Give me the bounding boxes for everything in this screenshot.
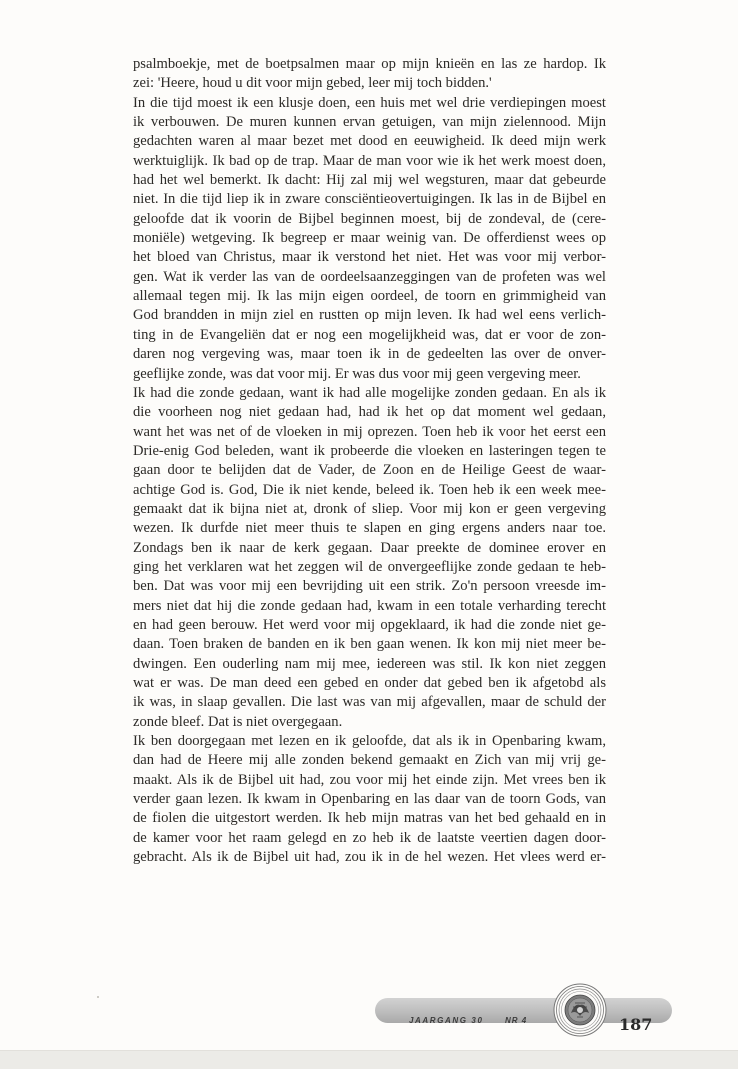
body-line: geloofde dat ik voorin de Bijbel beginnen moest, bij de zondeval, de (cere-	[133, 210, 606, 227]
body-line: ting in de Evangeliën dat er nog een mogelijkheid was, dat er voor de zon-	[133, 326, 606, 343]
page-footer	[375, 982, 675, 1038]
body-line: Zondags ben ik naar de kerk gegaan. Daar preekte de dominee erover en	[133, 539, 606, 556]
body-line: gebracht. Als ik de Bijbel uit had, zou ik in de hel wezen. Het vlees werd er-	[133, 849, 606, 866]
body-line: mers niet dat hij die zonde gedaan had, kwam in een totale verharding terecht	[133, 597, 606, 614]
body-line: gaan door te belijden dat de Vader, de Zoon en de Heilige Geest de waar-	[133, 462, 606, 479]
body-line: geeflijke zonde, was dat voor mij. Er was dus voor mij geen vergeving meer.	[133, 365, 581, 382]
body-line: In die tijd moest ik een klusje doen, een huis met wel drie verdiepingen moest	[133, 94, 606, 111]
body-line: dwingen. Een ouderling nam mij mee, iedereen was stil. Ik kon niet zeggen	[133, 655, 606, 672]
body-line: gemaakt dat ik bijna niet at, dronk of sliep. Voor mij kon er geen vergeving	[133, 500, 606, 517]
body-line: zei: 'Heere, houd u dit voor mijn gebed, leer mij toch bidden.'	[133, 75, 492, 92]
body-line: wezen. Ik durfde niet meer thuis te slapen en ging ergens anders naar toe.	[133, 520, 606, 537]
body-line: die voorheen nog niet gedaan had, had ik het op dat moment wel gedaan,	[133, 404, 606, 421]
body-line: ben. Dat was voor mij een bevrijding uit een strik. Zo'n persoon vreesde im-	[133, 578, 606, 595]
body-line: Ik ben doorgegaan met lezen en ik geloofde, dat als ik in Openbaring kwam,	[133, 733, 606, 750]
body-line: want het was net of de vloeken in mij oprezen. Toen heb ik voor het eerst een	[133, 423, 606, 440]
body-line: verder gaan lezen. Ik kwam in Openbaring en las daar van de toorn Gods, van	[133, 791, 606, 808]
footer-band	[375, 998, 672, 1034]
body-line: allemaal tegen mij. Ik las mijn eigen oordeel, de toorn en grimmigheid van	[133, 288, 606, 305]
body-line: gedachten waren al maar bezet met dood en eeuwigheid. Ik deed mijn werk	[133, 133, 606, 150]
body-line: wat er was. De man deed een gebed en onder dat gebed ben ik afgetobd als	[133, 675, 606, 691]
body-line: gen. Wat ik verder las van de oordeelsaanzeggingen van de profeten was wel	[133, 268, 606, 285]
body-line: Ik had die zonde gedaan, want ik had alle mogelijke zonden gedaan. En als ik	[133, 384, 606, 401]
body-line: en had geen berouw. Het werd voor mij opgeklaard, ik had die zonde niet ge-	[133, 616, 606, 633]
body-line: Drie-enig God beleden, want ik probeerde die vloeken en lasteringen tegen te	[133, 442, 606, 459]
body-line: zonde bleef. Dat is niet overgegaan.	[133, 713, 343, 730]
scan-speck	[97, 996, 99, 998]
body-line: maakt. Als ik de Bijbel uit had, zou voor mij het einde zijn. Met vrees ben ik	[133, 771, 606, 788]
body-line: ik was, in slaap gevallen. Die last was van mij afgevallen, maar de schuld der	[133, 694, 606, 711]
body-line: had het wel bemerkt. Ik dacht: Hij zal mij wel wegsturen, maar dat gebeurde	[133, 172, 606, 189]
issue-label: NR 4	[505, 1016, 528, 1025]
page-number: 187	[619, 1015, 653, 1034]
body-line: daren nog vergeving was, maar toen ik in de gedeelten las over de onver-	[133, 346, 606, 363]
body-line: de kamer voor het raam gelegd en zo heb ik de laatste veertien dagen door-	[133, 829, 606, 846]
body-line: God brandden in mijn ziel en rustten op mijn leven. Ik had wel eens verlich-	[133, 307, 606, 324]
body-line: ging het verklaren wat het zeggen wil de onvergeeflijke zonde gedaan te heb-	[133, 558, 606, 575]
body-line: moniële) wetgeving. Ik begreep er maar weinig van. De offerdienst wees op	[133, 230, 606, 247]
body-line: ik verbouwen. De muren kunnen ervan getuigen, van mijn zielennood. Mijn	[133, 114, 606, 131]
body-line: werktuiglijk. Ik bad op de trap. Maar de man voor wie ik het werk moest doen,	[133, 152, 606, 169]
scan-bottom-edge	[0, 1050, 738, 1069]
body-line: niet. In die tijd liep ik in zware consciëntieovertuigingen. Ik las in de Bijbel en	[133, 191, 606, 208]
body-line: psalmboekje, met de boetpsalmen maar op mijn knieën en las ze hardop. Ik	[133, 56, 606, 72]
volume-label: JAARGANG 30	[409, 1016, 484, 1025]
body-line: de fiolen die uitgestort werden. Ik heb mijn matras van het bed gehaald en in	[133, 810, 606, 827]
article-body	[133, 55, 606, 867]
body-line: het bloed van Christus, maar ik verstond het niet. Het was voor mij verbor-	[133, 249, 606, 266]
journal-emblem-icon	[553, 983, 607, 1037]
body-line: daan. Toen braken de banden en ik ben gaan wenen. Ik kon mij niet meer be-	[133, 636, 606, 653]
body-line: dan had de Heere mij alle zonden bekend gemaakt en Zich van mij vrij ge-	[133, 752, 606, 769]
body-line: achtige God is. God, Die ik niet kende, beleed ik. Toen heb ik een week mee-	[133, 481, 606, 498]
